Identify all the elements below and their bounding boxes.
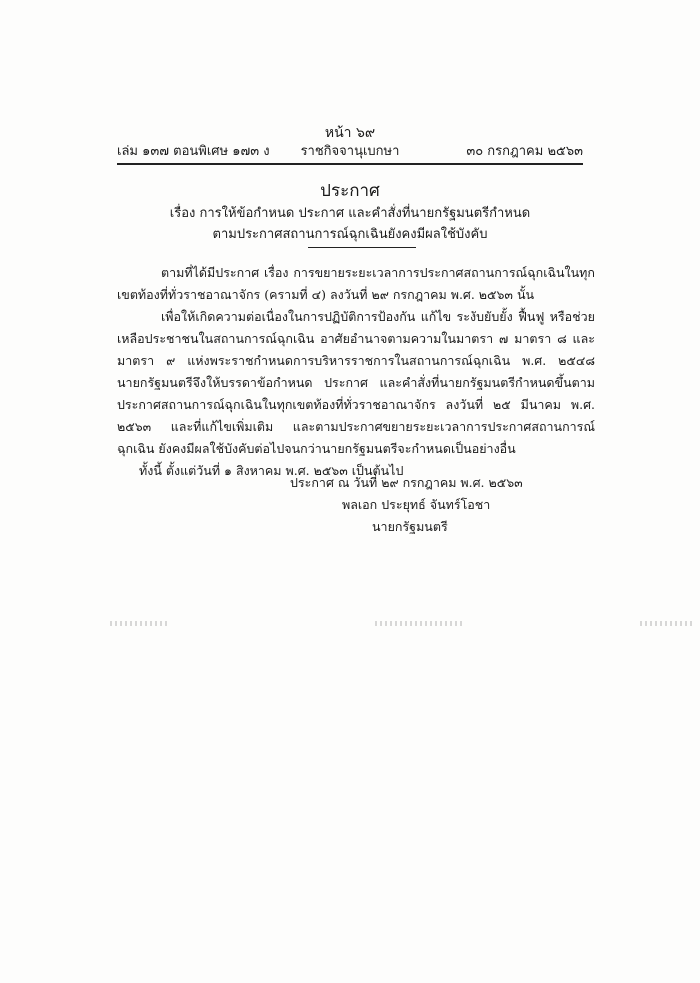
gazette-date: ๓๐ กรกฎาคม ๒๕๖๓ <box>466 144 583 159</box>
announcement-subject <box>0 203 700 245</box>
body-paragraph-1: ตามที่ได้มีประกาศ เรื่อง การขยายระยะเวลาการประกาศสถานการณ์ฉุกเฉินในทุกเขตท้องที่ทั่วราชอาณาจักร (ครามที่ ๔) ลงวันที่ ๒๙ กรกฎาคม พ.ศ. ๒๕๖๓ นั้น <box>117 265 595 302</box>
signature-date: ประกาศ ณ วันที่ ๒๙ กรกฎาคม พ.ศ. ๒๕๖๓ <box>290 475 523 490</box>
scan-artifact <box>110 621 170 626</box>
signatory-position: นายกรัฐมนตรี <box>372 519 448 534</box>
volume-info: เล่ม ๑๓๗ ตอนพิเศษ ๑๗๓ ง <box>117 144 270 159</box>
scan-artifact <box>375 621 465 626</box>
body-paragraph-2: เพื่อให้เกิดความต่อเนื่องในการปฏิบัติการป้องกัน แก้ไข ระงับยับยั้ง ฟื้นฟู หรือช่วยเหลือประชาชนในสถานการณ์ฉุกเฉิน อาศัยอำนาจตามความในมาตรา ๗ มาตรา ๘ และมาตรา ๙ แห่งพระราชกำหนดการบริหารราชการในสถานการณ์ฉุกเฉิน พ.ศ. ๒๕๔๘ นายกรัฐมนตรีจึงให้บรรดาข้อกำหนด ประกาศ และคำสั่งที่นายกรัฐมนตรีกำหนดขึ้นตามประกาศสถานการณ์ฉุกเฉินในทุกเขตท้องที่ทั่วราชอาณาจักร ลงวันที่ ๒๕ มีนาคม พ.ศ. ๒๕๖๓ และที่แก้ไขเพิ่มเติม และตามประกาศขยายระยะเวลาการประกาศสถานการณ์ฉุกเฉิน ยังคงมีผลใช้บังคับต่อไปจนกว่านายกรัฐมนตรีจะกำหนดเป็นอย่างอื่น <box>117 309 595 456</box>
page-number: หน้า ๖๙ <box>324 125 376 141</box>
gazette-name: ราชกิจจานุเบกษา <box>300 144 400 159</box>
subject-line-1: เรื่อง การให้ข้อกำหนด ประกาศ และคำสั่งที่นายกรัฐมนตรีกำหนด <box>169 206 531 221</box>
subject-line-2: ตามประกาศสถานการณ์ฉุกเฉินยังคงมีผลใช้บังคับ <box>212 227 488 242</box>
announcement-body <box>117 262 595 482</box>
signature-block <box>290 472 570 538</box>
signatory-name: พลเอก ประยุทธ์ จันทร์โอชา <box>342 497 491 512</box>
body-paragraph-3: ทั้งนี้ ตั้งแต่วันที่ ๑ สิงหาคม พ.ศ. ๒๕๖๓ เป็นต้นไป <box>139 463 404 478</box>
announcement-title: ประกาศ <box>320 181 380 201</box>
title-divider <box>308 247 416 248</box>
scan-artifact <box>640 621 695 626</box>
gazette-header <box>117 143 583 165</box>
